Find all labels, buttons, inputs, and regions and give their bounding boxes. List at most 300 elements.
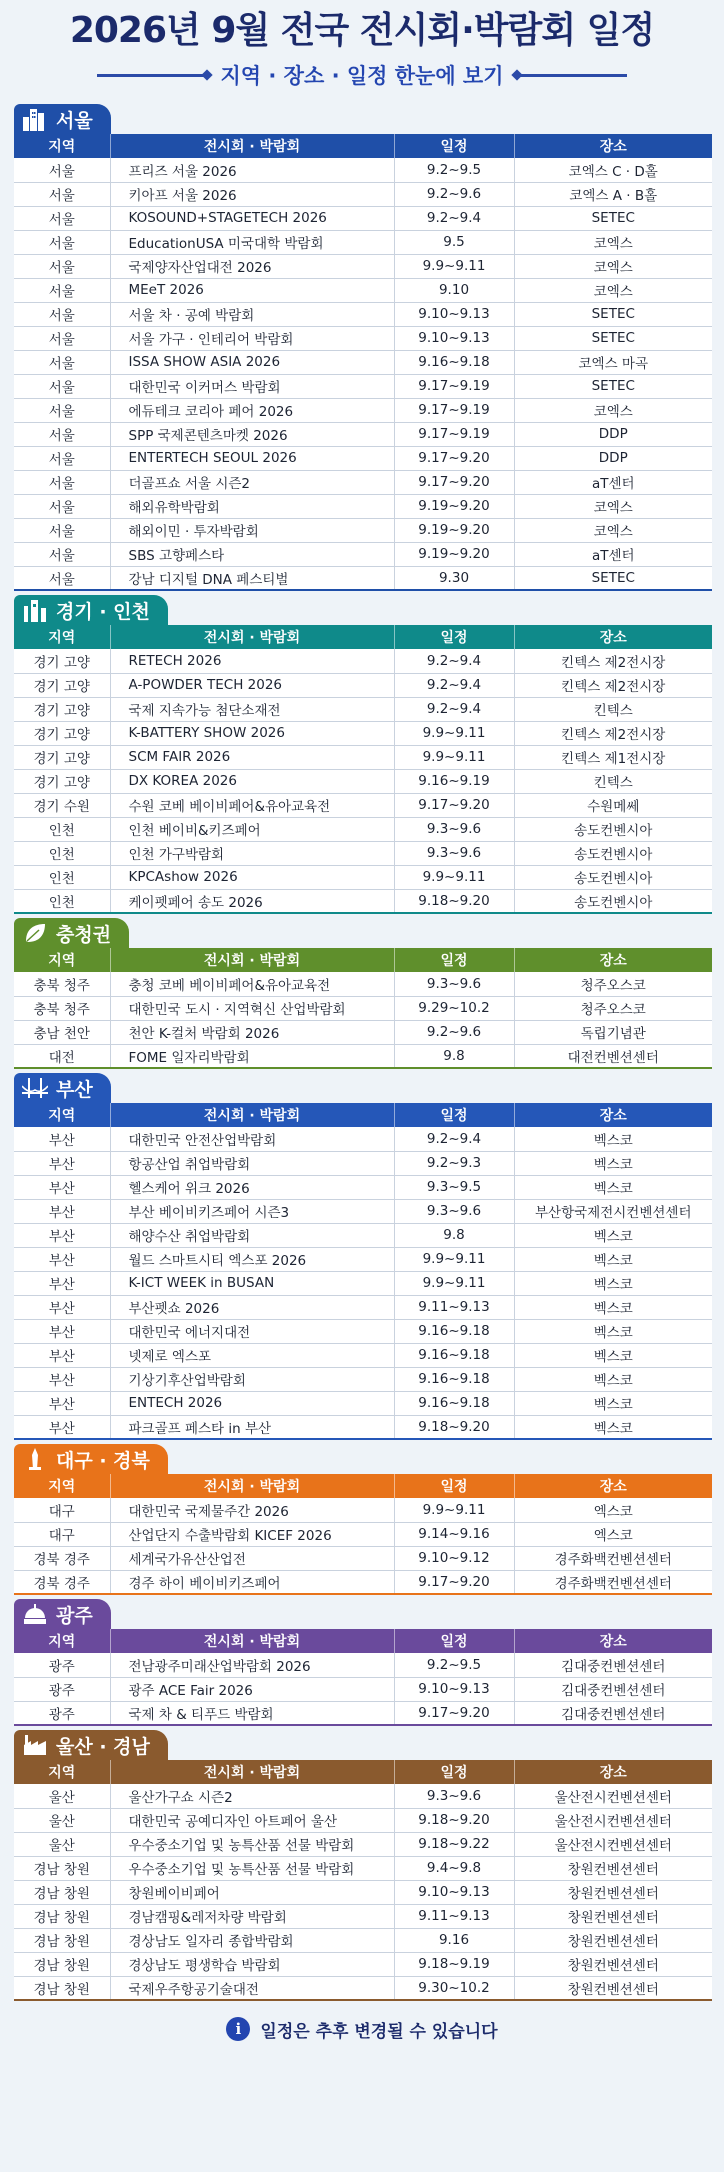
cell-venue: 벡스코: [514, 1127, 712, 1151]
section-tab: [14, 595, 168, 625]
cell-region: 경기 수원: [14, 793, 110, 817]
cell-date: 9.30: [394, 566, 514, 590]
cell-region: 경기 고양: [14, 697, 110, 721]
footer-text: 일정은 추후 변경될 수 있습니다: [260, 2021, 498, 2042]
cell-event: 인천 베이비&키즈페어: [110, 817, 394, 841]
cell-region: 서울: [14, 278, 110, 302]
cell-date: 9.2~9.6: [394, 1020, 514, 1044]
divider-left: [97, 74, 207, 77]
cell-date: 9.3~9.6: [394, 972, 514, 996]
cell-venue: 독립기념관: [514, 1020, 712, 1044]
cell-region: 울산: [14, 1832, 110, 1856]
column-header-region: 지역: [14, 1629, 110, 1653]
cell-event: 항공산업 취업박람회: [110, 1151, 394, 1175]
cell-date: 9.18~9.19: [394, 1952, 514, 1976]
cell-event: 국제우주항공기술대전: [110, 1976, 394, 2000]
cell-date: 9.19~9.20: [394, 542, 514, 566]
table-row: [14, 1784, 712, 1808]
table-row: [14, 996, 712, 1020]
cell-date: 9.3~9.6: [394, 817, 514, 841]
cell-region: 서울: [14, 350, 110, 374]
cell-date: 9.2~9.4: [394, 697, 514, 721]
cell-region: 광주: [14, 1653, 110, 1677]
cell-region: 부산: [14, 1175, 110, 1199]
column-header-event: 전시회 · 박람회: [110, 1760, 394, 1784]
table-header-row: [14, 134, 712, 158]
table-row: [14, 841, 712, 865]
cell-venue: SETEC: [514, 206, 712, 230]
column-header-event: 전시회 · 박람회: [110, 1474, 394, 1498]
table-row: [14, 1044, 712, 1068]
section-header: [14, 1595, 712, 1629]
cell-region: 서울: [14, 254, 110, 278]
column-header-region: 지역: [14, 1474, 110, 1498]
cell-venue: 코엑스 C · D홀: [514, 158, 712, 182]
section-header: [14, 591, 712, 625]
cell-region: 충남 천안: [14, 1020, 110, 1044]
header: [0, 0, 724, 100]
cell-venue: 벡스코: [514, 1415, 712, 1439]
cell-venue: 벡스코: [514, 1391, 712, 1415]
cell-venue: 코엑스 A · B홀: [514, 182, 712, 206]
cell-region: 부산: [14, 1295, 110, 1319]
table-row: [14, 1880, 712, 1904]
column-header-event: 전시회 · 박람회: [110, 1103, 394, 1127]
cell-venue: 송도컨벤시아: [514, 889, 712, 913]
cell-venue: 수원메쎄: [514, 793, 712, 817]
section-gwangju: [14, 1595, 712, 1726]
table-row: [14, 1319, 712, 1343]
table-row: [14, 302, 712, 326]
cell-date: 9.16~9.18: [394, 1367, 514, 1391]
table-row: [14, 1904, 712, 1928]
column-header-region: 지역: [14, 625, 110, 649]
cell-region: 서울: [14, 182, 110, 206]
cell-region: 울산: [14, 1808, 110, 1832]
cell-date: 9.18~9.20: [394, 1808, 514, 1832]
cell-date: 9.11~9.13: [394, 1904, 514, 1928]
cell-venue: 벡스코: [514, 1151, 712, 1175]
table-row: [14, 1677, 712, 1701]
cell-date: 9.10~9.13: [394, 1677, 514, 1701]
cell-event: 우수중소기업 및 농특산품 선물 박람회: [110, 1856, 394, 1880]
cell-venue: 코엑스: [514, 278, 712, 302]
cell-venue: 코엑스: [514, 254, 712, 278]
table-row: [14, 1151, 712, 1175]
cell-date: 9.2~9.4: [394, 649, 514, 673]
cell-event: 부산 베이비키즈페어 시즌3: [110, 1199, 394, 1223]
cell-venue: aT센터: [514, 542, 712, 566]
table-row: [14, 542, 712, 566]
cell-event: 서울 가구 · 인테리어 박람회: [110, 326, 394, 350]
table-row: [14, 1199, 712, 1223]
cell-event: ENTERTECH SEOUL 2026: [110, 446, 394, 470]
section-seoul: [14, 100, 712, 591]
cell-venue: SETEC: [514, 374, 712, 398]
footer-note: [0, 2007, 724, 2051]
cell-event: DX KOREA 2026: [110, 769, 394, 793]
landmark-icon: [22, 597, 48, 623]
cell-venue: 창원컨벤션센터: [514, 1880, 712, 1904]
cell-region: 부산: [14, 1367, 110, 1391]
column-header-event: 전시회 · 박람회: [110, 134, 394, 158]
cell-region: 광주: [14, 1677, 110, 1701]
cell-event: 해외유학박람회: [110, 494, 394, 518]
table-row: [14, 278, 712, 302]
cell-region: 서울: [14, 158, 110, 182]
cell-date: 9.2~9.5: [394, 158, 514, 182]
cell-date: 9.19~9.20: [394, 494, 514, 518]
cell-date: 9.9~9.11: [394, 1271, 514, 1295]
cell-date: 9.9~9.11: [394, 1498, 514, 1522]
column-header-date: 일정: [394, 1760, 514, 1784]
cell-region: 경기 고양: [14, 649, 110, 673]
cell-event: 세계국가유산산업전: [110, 1546, 394, 1570]
cell-date: 9.2~9.5: [394, 1653, 514, 1677]
cell-date: 9.18~9.20: [394, 889, 514, 913]
cell-event: 국제양자산업대전 2026: [110, 254, 394, 278]
table-row: [14, 1856, 712, 1880]
cell-venue: 벡스코: [514, 1223, 712, 1247]
table-row: [14, 1522, 712, 1546]
cell-event: ISSA SHOW ASIA 2026: [110, 350, 394, 374]
cell-date: 9.16: [394, 1928, 514, 1952]
cell-date: 9.9~9.11: [394, 745, 514, 769]
cell-region: 충북 청주: [14, 996, 110, 1020]
cell-region: 부산: [14, 1223, 110, 1247]
cell-venue: 김대중컨벤션센터: [514, 1677, 712, 1701]
column-header-date: 일정: [394, 625, 514, 649]
cell-region: 서울: [14, 230, 110, 254]
cell-date: 9.9~9.11: [394, 865, 514, 889]
cell-venue: 벡스코: [514, 1367, 712, 1391]
cell-event: FOME 일자리박람회: [110, 1044, 394, 1068]
leaf-icon: [22, 920, 48, 946]
section-header: [14, 1440, 712, 1474]
table-row: [14, 1391, 712, 1415]
table-header-row: [14, 1103, 712, 1127]
cell-date: 9.10~9.13: [394, 326, 514, 350]
section-title: 대구 · 경북: [56, 1449, 150, 1472]
column-header-venue: 장소: [514, 134, 712, 158]
cell-event: K-ICT WEEK in BUSAN: [110, 1271, 394, 1295]
cell-venue: DDP: [514, 446, 712, 470]
cell-region: 대구: [14, 1498, 110, 1522]
cell-date: 9.3~9.6: [394, 841, 514, 865]
cell-region: 부산: [14, 1271, 110, 1295]
cell-date: 9.2~9.4: [394, 206, 514, 230]
cell-venue: 청주오스코: [514, 972, 712, 996]
schedule-table: [14, 948, 712, 1069]
cell-venue: 부산항국제전시컨벤션센터: [514, 1199, 712, 1223]
cell-event: SBS 고향페스타: [110, 542, 394, 566]
cell-event: 인천 가구박람회: [110, 841, 394, 865]
section-title: 충청권: [56, 923, 112, 946]
cell-date: 9.11~9.13: [394, 1295, 514, 1319]
cell-date: 9.30~10.2: [394, 1976, 514, 2000]
cell-date: 9.18~9.20: [394, 1415, 514, 1439]
table-row: [14, 1498, 712, 1522]
column-header-region: 지역: [14, 1103, 110, 1127]
table-row: [14, 326, 712, 350]
cell-region: 부산: [14, 1319, 110, 1343]
cell-event: 경주 하이 베이비키즈페어: [110, 1570, 394, 1594]
table-row: [14, 1952, 712, 1976]
cell-event: 프리즈 서울 2026: [110, 158, 394, 182]
cell-region: 충북 청주: [14, 972, 110, 996]
cell-event: RETECH 2026: [110, 649, 394, 673]
schedule-table: [14, 134, 712, 591]
table-header-row: [14, 1474, 712, 1498]
column-header-region: 지역: [14, 948, 110, 972]
table-row: [14, 1808, 712, 1832]
cell-region: 부산: [14, 1127, 110, 1151]
cell-region: 서울: [14, 446, 110, 470]
cell-date: 9.16~9.18: [394, 1343, 514, 1367]
table-row: [14, 1127, 712, 1151]
column-header-venue: 장소: [514, 948, 712, 972]
cell-event: 대한민국 도시 · 지역혁신 산업박람회: [110, 996, 394, 1020]
cell-venue: 벡스코: [514, 1343, 712, 1367]
cell-venue: 벡스코: [514, 1175, 712, 1199]
column-header-date: 일정: [394, 134, 514, 158]
cell-date: 9.8: [394, 1044, 514, 1068]
table-row: [14, 817, 712, 841]
divider-right: [517, 74, 627, 77]
cell-venue: 창원컨벤션센터: [514, 1856, 712, 1880]
cell-region: 경기 고양: [14, 721, 110, 745]
cell-date: 9.17~9.19: [394, 422, 514, 446]
schedule-table: [14, 1103, 712, 1440]
cell-region: 부산: [14, 1415, 110, 1439]
cell-event: KOSOUND+STAGETECH 2026: [110, 206, 394, 230]
table-row: [14, 1367, 712, 1391]
cell-event: 국제 지속가능 첨단소재전: [110, 697, 394, 721]
cell-event: SCM FAIR 2026: [110, 745, 394, 769]
cell-region: 서울: [14, 374, 110, 398]
cell-region: 경북 경주: [14, 1546, 110, 1570]
cell-date: 9.10~9.13: [394, 302, 514, 326]
column-header-date: 일정: [394, 1103, 514, 1127]
cell-date: 9.3~9.5: [394, 1175, 514, 1199]
cell-venue: 울산전시컨벤션센터: [514, 1808, 712, 1832]
cell-venue: 벡스코: [514, 1247, 712, 1271]
cell-date: 9.9~9.11: [394, 1247, 514, 1271]
cell-region: 인천: [14, 841, 110, 865]
cell-region: 부산: [14, 1391, 110, 1415]
cell-date: 9.17~9.20: [394, 470, 514, 494]
cell-event: 창원베이비페어: [110, 1880, 394, 1904]
cell-date: 9.18~9.22: [394, 1832, 514, 1856]
cell-event: 넷제로 엑스포: [110, 1343, 394, 1367]
cell-date: 9.17~9.20: [394, 793, 514, 817]
cell-event: ENTECH 2026: [110, 1391, 394, 1415]
cell-event: 에듀테크 코리아 페어 2026: [110, 398, 394, 422]
table-row: [14, 1223, 712, 1247]
column-header-venue: 장소: [514, 1103, 712, 1127]
cell-venue: 코엑스: [514, 518, 712, 542]
cell-event: 기상기후산업박람회: [110, 1367, 394, 1391]
table-header-row: [14, 1760, 712, 1784]
section-header: [14, 100, 712, 134]
cell-venue: 경주화백컨벤션센터: [514, 1546, 712, 1570]
cell-venue: 창원컨벤션센터: [514, 1904, 712, 1928]
table-row: [14, 422, 712, 446]
cell-venue: 송도컨벤시아: [514, 817, 712, 841]
schedule-sections: [0, 100, 724, 2001]
cell-date: 9.2~9.3: [394, 1151, 514, 1175]
cell-date: 9.29~10.2: [394, 996, 514, 1020]
section-tab: [14, 918, 129, 948]
schedule-table: [14, 1760, 712, 2001]
cell-region: 경남 창원: [14, 1904, 110, 1928]
column-header-venue: 장소: [514, 1629, 712, 1653]
cell-event: SPP 국제콘텐츠마켓 2026: [110, 422, 394, 446]
cell-date: 9.10~9.13: [394, 1880, 514, 1904]
section-title: 울산 · 경남: [56, 1735, 150, 1758]
table-row: [14, 793, 712, 817]
cell-region: 부산: [14, 1247, 110, 1271]
cell-region: 경기 고양: [14, 745, 110, 769]
section-ulsan: [14, 1726, 712, 2001]
column-header-region: 지역: [14, 134, 110, 158]
cell-date: 9.17~9.20: [394, 1701, 514, 1725]
section-tab: [14, 1073, 111, 1103]
cell-region: 서울: [14, 542, 110, 566]
table-row: [14, 398, 712, 422]
cell-date: 9.8: [394, 1223, 514, 1247]
cell-venue: 김대중컨벤션센터: [514, 1701, 712, 1725]
cell-event: 산업단지 수출박람회 KICEF 2026: [110, 1522, 394, 1546]
cell-event: 대한민국 안전산업박람회: [110, 1127, 394, 1151]
schedule-table: [14, 1629, 712, 1726]
cell-date: 9.14~9.16: [394, 1522, 514, 1546]
table-row: [14, 889, 712, 913]
cell-event: 경상남도 평생학습 박람회: [110, 1952, 394, 1976]
cell-venue: 킨텍스 제2전시장: [514, 649, 712, 673]
cell-venue: 코엑스: [514, 494, 712, 518]
cell-event: 우수중소기업 및 농특산품 선물 박람회: [110, 1832, 394, 1856]
cell-region: 인천: [14, 889, 110, 913]
table-row: [14, 1976, 712, 2000]
table-header-row: [14, 1629, 712, 1653]
section-chungcheong: [14, 914, 712, 1069]
page-subtitle: 지역 · 장소 · 일정 한눈에 보기: [220, 64, 504, 88]
cell-region: 경남 창원: [14, 1856, 110, 1880]
cell-region: 경남 창원: [14, 1976, 110, 2000]
cell-event: 대한민국 이커머스 박람회: [110, 374, 394, 398]
cell-region: 대구: [14, 1522, 110, 1546]
table-row: [14, 697, 712, 721]
cell-date: 9.2~9.4: [394, 673, 514, 697]
cell-venue: 창원컨벤션센터: [514, 1952, 712, 1976]
cell-event: 국제 차 & 티푸드 박람회: [110, 1701, 394, 1725]
cell-venue: 벡스코: [514, 1295, 712, 1319]
cell-event: 강남 디지털 DNA 페스티벌: [110, 566, 394, 590]
cell-region: 서울: [14, 206, 110, 230]
table-row: [14, 1271, 712, 1295]
table-row: [14, 182, 712, 206]
table-row: [14, 350, 712, 374]
cell-venue: SETEC: [514, 566, 712, 590]
table-row: [14, 566, 712, 590]
cell-event: 해외이민 · 투자박람회: [110, 518, 394, 542]
table-row: [14, 972, 712, 996]
cell-venue: 코엑스: [514, 230, 712, 254]
cell-event: 케이펫페어 송도 2026: [110, 889, 394, 913]
cell-date: 9.19~9.20: [394, 518, 514, 542]
dome-icon: [22, 1601, 48, 1627]
cell-region: 인천: [14, 865, 110, 889]
schedule-table: [14, 625, 712, 914]
cell-venue: 송도컨벤시아: [514, 865, 712, 889]
table-row: [14, 158, 712, 182]
tower-icon: [22, 1446, 48, 1472]
table-row: [14, 721, 712, 745]
section-tab: [14, 104, 111, 134]
cell-region: 서울: [14, 398, 110, 422]
cell-venue: 킨텍스 제2전시장: [514, 673, 712, 697]
cell-region: 대전: [14, 1044, 110, 1068]
cell-date: 9.17~9.20: [394, 1570, 514, 1594]
info-icon: i: [226, 2017, 250, 2041]
cell-date: 9.9~9.11: [394, 254, 514, 278]
cell-region: 서울: [14, 518, 110, 542]
table-row: [14, 1020, 712, 1044]
cell-region: 서울: [14, 302, 110, 326]
cell-event: 울산가구쇼 시즌2: [110, 1784, 394, 1808]
bridge-icon: [22, 1075, 48, 1101]
cell-event: 경상남도 일자리 종합박람회: [110, 1928, 394, 1952]
column-header-venue: 장소: [514, 1474, 712, 1498]
cell-date: 9.16~9.18: [394, 1391, 514, 1415]
cell-event: 경남캠핑&레저차량 박람회: [110, 1904, 394, 1928]
section-title: 서울: [56, 109, 93, 132]
section-header: [14, 1726, 712, 1760]
cell-venue: DDP: [514, 422, 712, 446]
cell-event: 전남광주미래산업박람회 2026: [110, 1653, 394, 1677]
cell-event: 대한민국 국제물주간 2026: [110, 1498, 394, 1522]
cell-venue: 송도컨벤시아: [514, 841, 712, 865]
column-header-date: 일정: [394, 1474, 514, 1498]
cell-event: 광주 ACE Fair 2026: [110, 1677, 394, 1701]
table-row: [14, 1701, 712, 1725]
table-row: [14, 1295, 712, 1319]
cell-venue: 김대중컨벤션센터: [514, 1653, 712, 1677]
cell-venue: 청주오스코: [514, 996, 712, 1020]
column-header-region: 지역: [14, 1760, 110, 1784]
section-tab: [14, 1730, 168, 1760]
cell-event: 부산펫쇼 2026: [110, 1295, 394, 1319]
cell-venue: 창원컨벤션센터: [514, 1976, 712, 2000]
cell-venue: 대전컨벤션센터: [514, 1044, 712, 1068]
cell-venue: 울산전시컨벤션센터: [514, 1784, 712, 1808]
cell-region: 경남 창원: [14, 1928, 110, 1952]
section-title: 광주: [56, 1604, 93, 1627]
cell-region: 경기 고양: [14, 769, 110, 793]
cell-event: K-BATTERY SHOW 2026: [110, 721, 394, 745]
section-title: 부산: [56, 1078, 93, 1101]
cell-venue: 벡스코: [514, 1319, 712, 1343]
section-tab: [14, 1444, 168, 1474]
table-row: [14, 230, 712, 254]
cell-date: 9.17~9.20: [394, 446, 514, 470]
table-row: [14, 374, 712, 398]
section-busan: [14, 1069, 712, 1440]
table-row: [14, 1343, 712, 1367]
cell-region: 서울: [14, 326, 110, 350]
table-row: [14, 1653, 712, 1677]
